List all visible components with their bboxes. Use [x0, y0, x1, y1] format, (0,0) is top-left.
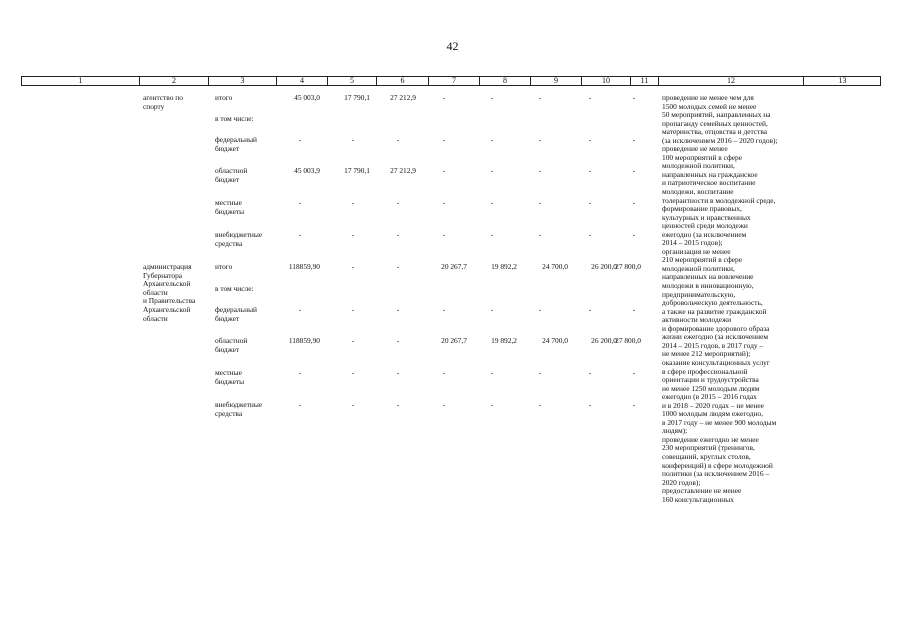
description-line: молодежной политики,: [662, 263, 735, 273]
value-cell: 20 267,7: [441, 336, 467, 345]
description-line: 1000 молодым людям ежегодно,: [662, 409, 763, 419]
value-cell: -: [442, 166, 446, 175]
funding-source-label: бюджет: [215, 174, 240, 184]
funding-source-label: внебюджетные: [215, 400, 263, 409]
description-line: предпринимательскую,: [662, 289, 736, 299]
funding-source-label: внебюджетные: [215, 230, 263, 239]
header-cell: 7: [429, 77, 480, 85]
funding-source-label: местные: [215, 368, 242, 377]
header-cell: 13: [838, 76, 847, 85]
value-cell: -: [538, 230, 542, 239]
value-cell: -: [396, 400, 400, 409]
description-line: в 2017 году – не менее 900 молодым: [662, 417, 777, 427]
value-cell: 27 800,0: [615, 336, 641, 345]
value-cell: -: [632, 400, 636, 409]
description-line: молодежи, воспитание: [662, 187, 734, 197]
description-line: молодежной политики,: [662, 161, 735, 171]
value-cell: -: [588, 230, 592, 239]
header-cell: 6: [377, 77, 429, 85]
description-line: 210 мероприятий в сфере: [662, 255, 743, 265]
value-cell: 27 212,9: [390, 166, 416, 175]
description-line: толерантности в молодежной среде,: [662, 195, 776, 205]
value-cell: -: [632, 166, 636, 175]
funding-source-label: средства: [215, 408, 243, 418]
description-line: а также на развитие гражданской: [662, 306, 767, 316]
description-line: 1500 молодых семей не менее: [662, 101, 757, 111]
value-cell: -: [298, 198, 302, 207]
value-cell: 19 892,2: [491, 262, 517, 271]
description-line: не менее 1250 молодым людям: [662, 383, 760, 393]
value-cell: -: [298, 135, 302, 144]
value-cell: -: [351, 400, 355, 409]
description-line: в сфере профессиональной: [662, 366, 748, 376]
value-cell: 45 003,0: [294, 93, 320, 102]
description-line: направленных на гражданское: [662, 169, 758, 179]
agency-name-line: области: [143, 287, 168, 297]
agency-name-line: Губернатора: [143, 270, 183, 280]
value-cell: -: [538, 166, 542, 175]
description-line: ценностей среди молодежи: [662, 221, 748, 231]
value-cell: -: [298, 230, 302, 239]
funding-source-label: федеральный: [215, 135, 257, 144]
value-cell: -: [442, 400, 446, 409]
description-line: 50 мероприятий, направленных на: [662, 110, 771, 120]
value-cell: 26 200,0: [591, 262, 617, 271]
agency-name-line: агентство по: [143, 93, 183, 102]
description-line: молодежи в инновационную,: [662, 281, 754, 291]
value-cell: -: [632, 93, 636, 102]
funding-source-label: областной: [215, 336, 248, 345]
description-line: и в 2018 – 2020 годах – не менее: [662, 400, 764, 410]
value-cell: -: [396, 305, 400, 314]
value-cell: 19 892,2: [491, 336, 517, 345]
agency-name-line: администрация: [143, 262, 192, 271]
funding-source-label: в том числе:: [215, 114, 254, 123]
value-cell: -: [632, 135, 636, 144]
value-cell: -: [351, 262, 355, 271]
value-cell: -: [442, 93, 446, 102]
agency-name-line: спорту: [143, 101, 165, 111]
description-line: политики (за исключением 2016 –: [662, 469, 770, 479]
description-line: добровольческую деятельность,: [662, 298, 763, 308]
description-line: конференций) в сфере молодежной: [662, 460, 773, 470]
value-cell: -: [396, 262, 400, 271]
header-cell: 10: [582, 77, 631, 85]
value-cell: 45 003,9: [294, 166, 320, 175]
value-cell: 27 212,9: [390, 93, 416, 102]
column-12-description: [662, 94, 778, 504]
description-line: (за исключением 2016 – 2020 годов);: [662, 135, 778, 145]
agency-name-line: и Правительства: [143, 296, 196, 306]
value-cell: 24 700,0: [542, 336, 568, 345]
header-cell: 5: [328, 77, 377, 85]
value-cell: -: [351, 336, 355, 345]
value-cell: -: [396, 336, 400, 345]
value-cell: -: [588, 368, 592, 377]
funding-source-label: бюджет: [215, 313, 240, 323]
value-cell: -: [588, 400, 592, 409]
value-cell: -: [538, 305, 542, 314]
description-line: 2014 – 2015 годов, в 2017 году –: [662, 340, 764, 350]
value-cell: 118859,90: [288, 336, 320, 345]
description-line: и патриотическое воспитание: [662, 178, 756, 188]
agency-name-line: Архангельской: [143, 305, 191, 314]
description-line: ориентации и трудоустройства: [662, 375, 759, 385]
value-cell: -: [588, 305, 592, 314]
funding-source-label: в том числе:: [215, 284, 254, 293]
value-cell: -: [442, 198, 446, 207]
description-line: проведение не менее чем для: [662, 93, 754, 102]
description-line: формирование правовых,: [662, 204, 742, 214]
description-line: ежегодно (за исключением: [662, 229, 747, 239]
value-cell: -: [396, 135, 400, 144]
funding-source-label: бюджеты: [215, 376, 245, 386]
value-cell: -: [490, 166, 494, 175]
value-cell: -: [396, 230, 400, 239]
header-cell: 9: [531, 77, 582, 85]
value-cell: -: [538, 400, 542, 409]
header-cell: 3: [209, 77, 277, 85]
value-cell: -: [351, 135, 355, 144]
value-cell: -: [442, 135, 446, 144]
description-line: проведение не менее: [662, 144, 728, 154]
description-line: людям);: [662, 426, 688, 436]
funding-source-label: местные: [215, 198, 242, 207]
description-line: предоставление не менее: [662, 486, 742, 496]
value-cell: -: [298, 400, 302, 409]
value-cell: -: [490, 135, 494, 144]
value-cell: -: [396, 368, 400, 377]
value-cell: 27 800,0: [615, 262, 641, 271]
value-cell: -: [490, 93, 494, 102]
value-cell: -: [588, 93, 592, 102]
value-cell: -: [632, 198, 636, 207]
value-cell: -: [490, 400, 494, 409]
value-cell: -: [538, 135, 542, 144]
value-cell: -: [351, 368, 355, 377]
value-cell: -: [632, 368, 636, 377]
funding-source-label: итого: [215, 262, 233, 271]
description-line: 2014 – 2015 годов);: [662, 238, 723, 248]
value-cell: -: [632, 305, 636, 314]
value-cell: -: [442, 230, 446, 239]
description-line: ежегодно (в 2015 – 2016 годах: [662, 392, 757, 402]
value-cell: 118859,90: [288, 262, 320, 271]
value-cell: -: [490, 305, 494, 314]
description-line: направленных на вовлечение: [662, 272, 754, 282]
description-line: оказание консультационных услуг: [662, 357, 770, 367]
description-line: организация не менее: [662, 246, 731, 256]
value-cell: -: [588, 166, 592, 175]
value-cell: 20 267,7: [441, 262, 467, 271]
description-line: жизни ежегодно (за исключением: [662, 332, 769, 342]
value-cell: -: [396, 198, 400, 207]
header-cell: 4: [277, 77, 328, 85]
funding-source-label: средства: [215, 238, 243, 248]
funding-source-label: итого: [215, 93, 233, 102]
value-cell: -: [490, 368, 494, 377]
header-cell: 12: [659, 77, 804, 85]
funding-source-label: бюджеты: [215, 206, 245, 216]
table-header-row: [21, 76, 881, 86]
page-number: 42: [446, 39, 459, 53]
header-cell: 11: [631, 77, 659, 85]
value-cell: -: [351, 305, 355, 314]
value-cell: -: [538, 93, 542, 102]
value-cell: -: [298, 305, 302, 314]
header-cell: 2: [140, 77, 209, 85]
value-cell: -: [538, 198, 542, 207]
description-line: культурных и нравственных: [662, 212, 751, 222]
description-line: и формирование здорового образа: [662, 323, 770, 333]
value-cell: -: [538, 368, 542, 377]
value-cell: -: [442, 368, 446, 377]
description-line: проведение ежегодно не менее: [662, 434, 759, 444]
agency-name-line: области: [143, 313, 168, 323]
header-cell: 8: [480, 77, 531, 85]
description-line: 2020 годов);: [662, 477, 701, 487]
header-cell: 1: [22, 77, 140, 85]
description-line: не менее 212 мероприятий);: [662, 349, 751, 359]
description-line: 160 консультационных: [662, 494, 734, 504]
value-cell: 17 790,1: [344, 166, 370, 175]
description-line: активности молодежи: [662, 315, 732, 325]
agency-name-line: Архангельской: [143, 279, 191, 289]
value-cell: -: [351, 230, 355, 239]
value-cell: -: [588, 135, 592, 144]
value-cell: -: [490, 230, 494, 239]
funding-source-label: федеральный: [215, 305, 257, 314]
funding-source-label: бюджет: [215, 143, 240, 153]
description-line: материнства, отцовства и детства: [662, 127, 768, 137]
value-cell: 24 700,0: [542, 262, 568, 271]
funding-source-label: бюджет: [215, 344, 240, 354]
description-line: 100 мероприятий в сфере: [662, 152, 743, 162]
value-cell: -: [632, 230, 636, 239]
value-cell: 17 790,1: [344, 93, 370, 102]
description-line: 230 мероприятий (тренингов,: [662, 443, 755, 453]
value-cell: -: [588, 198, 592, 207]
description-line: пропаганду семейных ценностей,: [662, 118, 768, 128]
value-cell: -: [442, 305, 446, 314]
description-line: совещаний, круглых столов,: [662, 451, 751, 461]
value-cell: -: [490, 198, 494, 207]
value-cell: -: [298, 368, 302, 377]
value-cell: 26 200,0: [591, 336, 617, 345]
funding-source-label: областной: [215, 166, 248, 175]
value-cell: -: [351, 198, 355, 207]
